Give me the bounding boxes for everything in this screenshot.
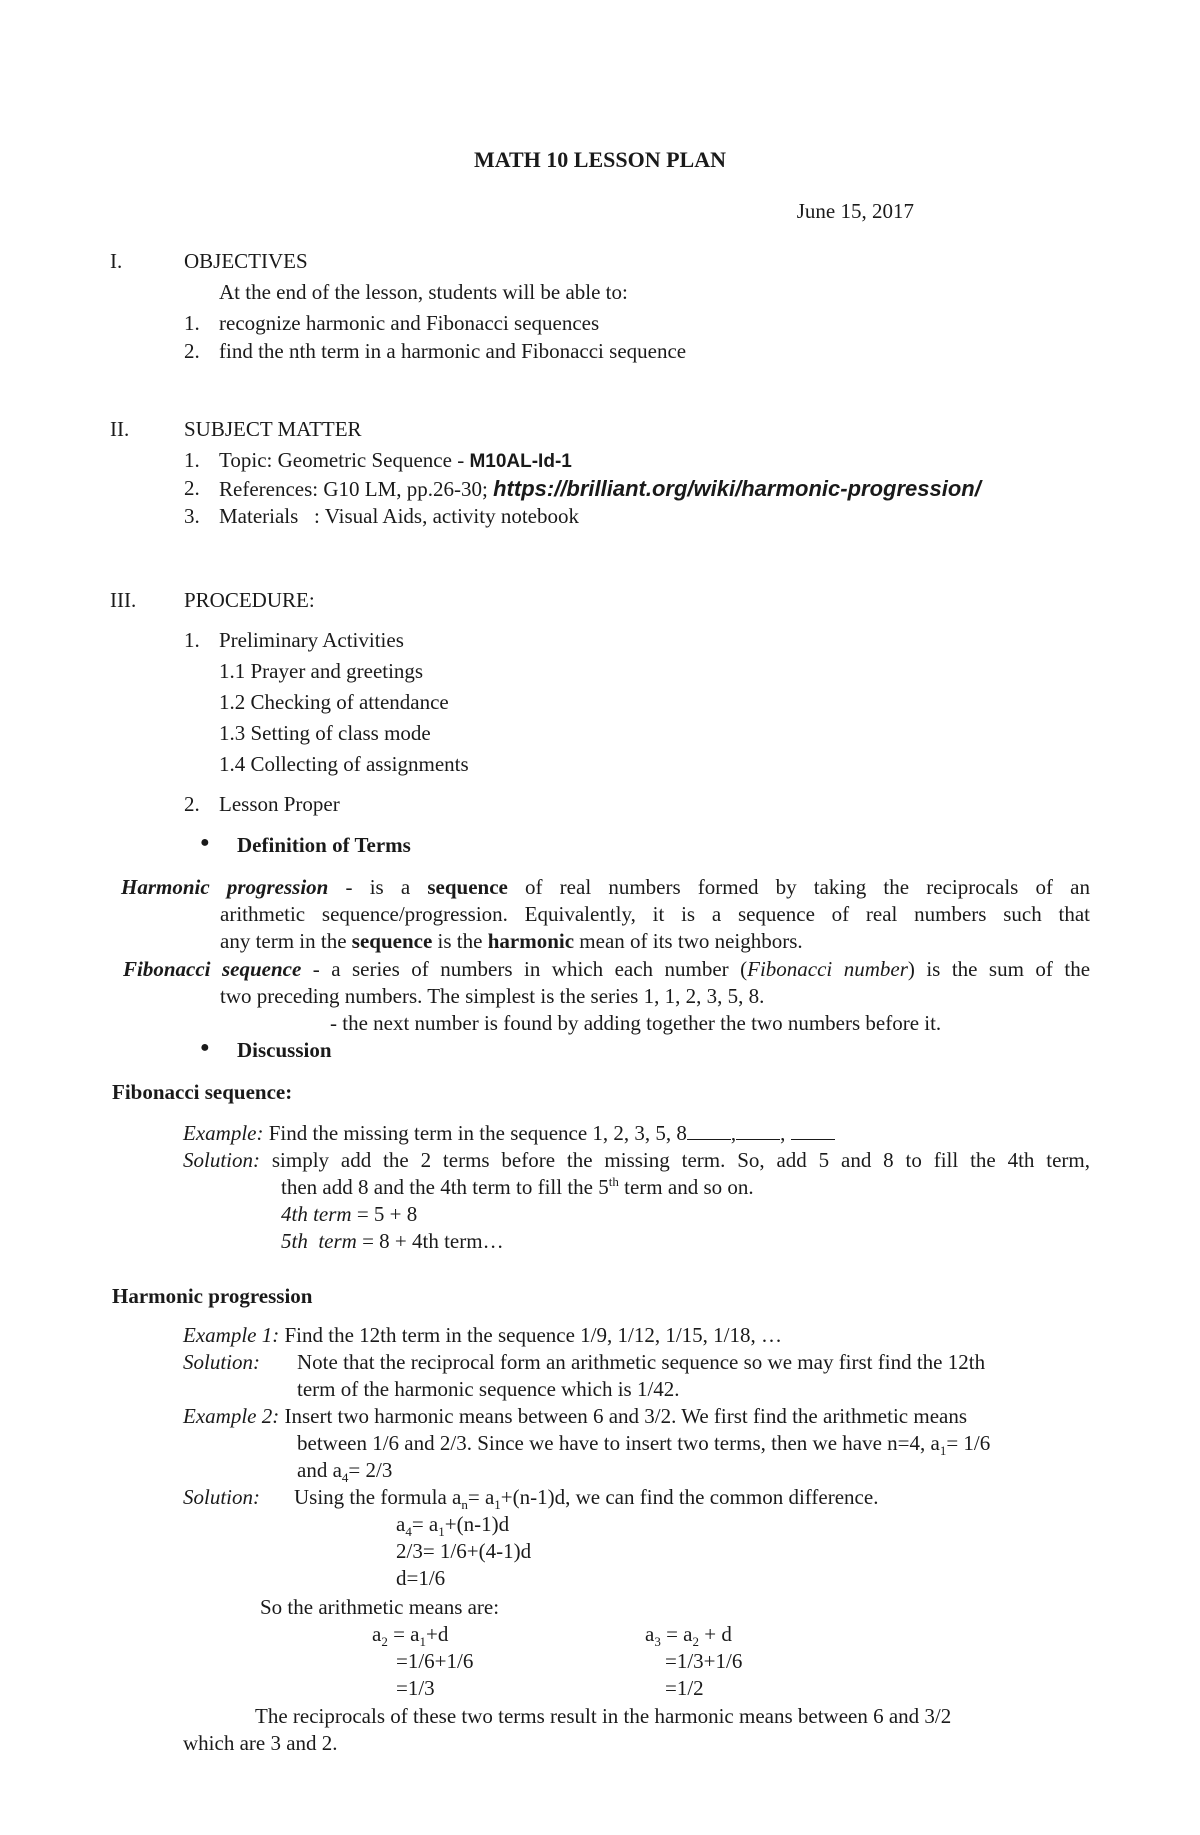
arithmetic-means-intro: So the arithmetic means are: bbox=[260, 1595, 500, 1619]
a2-equation bbox=[372, 1621, 449, 1650]
text-run: between 1/6 and 2/3. Since we have to insert two terms, then we have n=4, a bbox=[297, 1431, 940, 1455]
conclusion-line: which are 3 and 2. bbox=[183, 1731, 338, 1755]
harmonic-example-2 bbox=[183, 1403, 967, 1429]
lesson-date: June 15, 2017 bbox=[796, 199, 914, 223]
list-number: 2. bbox=[184, 476, 200, 500]
text-run: + d bbox=[699, 1622, 732, 1646]
text-run: mean of its two neighbors. bbox=[574, 929, 803, 953]
text-run: = 1/6 bbox=[946, 1431, 991, 1455]
text-run: then add 8 and the 4th term to fill the 5 bbox=[281, 1175, 609, 1199]
a3-equation: =1/3+1/6 bbox=[665, 1649, 743, 1673]
text-run: = a bbox=[467, 1485, 495, 1509]
section-number: III. bbox=[110, 588, 137, 612]
subscript: 1 bbox=[939, 1443, 947, 1459]
example-label: Example: bbox=[183, 1121, 264, 1145]
harmonic-solution-line: term of the harmonic sequence which is 1/42. bbox=[297, 1377, 680, 1401]
text-run: and a bbox=[297, 1458, 342, 1482]
fourth-term-line bbox=[281, 1201, 417, 1227]
subscript: 4 bbox=[405, 1524, 412, 1540]
lesson-proper-heading: Lesson Proper bbox=[219, 792, 340, 816]
harmonic-example-1 bbox=[183, 1322, 782, 1348]
text-run: +d bbox=[426, 1622, 449, 1646]
list-number: 3. bbox=[184, 504, 200, 528]
harmonic-heading: Harmonic progression bbox=[112, 1284, 313, 1308]
fibonacci-solution-line bbox=[183, 1147, 1090, 1173]
example-label: Example 1: bbox=[183, 1323, 280, 1347]
preliminary-heading: Preliminary Activities bbox=[219, 628, 404, 652]
text-run: Fibonacci number bbox=[747, 957, 908, 981]
equation-line: 2/3= 1/6+(4-1)d bbox=[396, 1539, 532, 1563]
harmonic-term: Harmonic progression bbox=[121, 875, 329, 899]
subscript: 3 bbox=[654, 1634, 661, 1650]
section-heading: OBJECTIVES bbox=[184, 249, 308, 273]
list-number: 1. bbox=[184, 311, 200, 335]
text-run: Find the missing term in the sequence 1, 2, 3, 5, 8 bbox=[263, 1121, 687, 1145]
section-number: I. bbox=[110, 249, 123, 273]
harmonic-example-line bbox=[297, 1457, 393, 1486]
text-run: a bbox=[372, 1622, 382, 1646]
a2-equation: =1/6+1/6 bbox=[396, 1649, 474, 1673]
subscript: 2 bbox=[381, 1634, 388, 1650]
text-run: = 8 + 4th term… bbox=[356, 1229, 504, 1253]
subscript: 1 bbox=[419, 1634, 426, 1650]
section-heading: PROCEDURE: bbox=[184, 588, 315, 612]
list-number: 2. bbox=[184, 792, 200, 816]
materials-line: Materials : Visual Aids, activity notebook bbox=[219, 504, 579, 528]
text-run: , bbox=[780, 1121, 786, 1145]
fibonacci-definition-line bbox=[123, 956, 1090, 982]
text-run: sequence bbox=[351, 929, 433, 953]
bullet-icon: ● bbox=[200, 834, 210, 851]
superscript: th bbox=[608, 1174, 619, 1189]
text-run: = a bbox=[411, 1512, 439, 1536]
harmonic-definition-line bbox=[121, 874, 1090, 900]
harmonic-solution-line bbox=[294, 1484, 879, 1513]
text-run: Using the formula a bbox=[294, 1485, 462, 1509]
text-run: , bbox=[730, 1121, 737, 1145]
section-number: II. bbox=[110, 417, 130, 441]
text-run: 4th term bbox=[281, 1202, 352, 1226]
equation-line bbox=[396, 1511, 510, 1540]
text-run: ) is the sum of the bbox=[907, 957, 1091, 981]
definition-of-terms-heading: Definition of Terms bbox=[237, 833, 411, 857]
topic-line bbox=[219, 447, 572, 474]
fibonacci-heading: Fibonacci sequence: bbox=[112, 1080, 293, 1104]
text-run: term and so on. bbox=[618, 1175, 754, 1199]
fibonacci-term: Fibonacci sequence bbox=[123, 957, 302, 981]
page-title: MATH 10 LESSON PLAN bbox=[473, 147, 726, 172]
text-run: +(n-1)d bbox=[444, 1512, 510, 1536]
text-run: a bbox=[645, 1622, 655, 1646]
harmonic-solution-line: Note that the reciprocal form an arithmetic sequence so we may first find the 12th bbox=[297, 1350, 986, 1374]
example-label: Example 2: bbox=[183, 1404, 280, 1428]
solution-label: Solution: bbox=[183, 1485, 260, 1509]
objectives-intro: At the end of the lesson, students will be able to: bbox=[219, 280, 628, 304]
references-label: References: G10 LM, pp.26-30; bbox=[219, 477, 494, 501]
a3-equation bbox=[645, 1621, 732, 1650]
text-run: = a bbox=[387, 1622, 420, 1646]
topic-code: M10AL-Id-1 bbox=[469, 451, 572, 472]
text-run: harmonic bbox=[487, 929, 575, 953]
text-run: - a series of numbers in which each number ( bbox=[301, 957, 748, 981]
text-run: simply add the 2 terms before the missing term. So, add 5 and 8 to fill the 4th term, bbox=[260, 1148, 1090, 1172]
subscript: 4 bbox=[341, 1470, 349, 1486]
bullet-icon: ● bbox=[200, 1039, 210, 1056]
list-number: 1. bbox=[184, 628, 200, 652]
harmonic-definition-line bbox=[220, 928, 803, 954]
text-run: of real numbers formed by taking the reciprocals of an bbox=[507, 875, 1090, 899]
fibonacci-solution-line bbox=[281, 1174, 754, 1200]
text-run: 5th term bbox=[281, 1229, 357, 1253]
fibonacci-example bbox=[183, 1120, 835, 1146]
text-run: = 2/3 bbox=[348, 1458, 393, 1482]
text-run: = a bbox=[660, 1622, 693, 1646]
subscript: 1 bbox=[494, 1497, 501, 1513]
harmonic-definition-line: arithmetic sequence/progression. Equivalently, it is a sequence of real numbers such that bbox=[220, 902, 1090, 926]
text-run: a bbox=[396, 1512, 406, 1536]
a3-equation: =1/2 bbox=[665, 1676, 704, 1700]
preliminary-item: 1.4 Collecting of assignments bbox=[219, 752, 469, 776]
topic-label: Topic: Geometric Sequence - bbox=[219, 448, 470, 472]
subscript: 1 bbox=[438, 1524, 445, 1540]
references-line bbox=[219, 475, 981, 503]
blank-line bbox=[791, 1125, 835, 1140]
reference-link[interactable]: https://brilliant.org/wiki/harmonic-progression/ bbox=[493, 476, 981, 501]
discussion-heading: Discussion bbox=[237, 1038, 332, 1062]
list-number: 1. bbox=[184, 448, 200, 472]
fibonacci-definition-line: - the next number is found by adding together the two numbers before it. bbox=[330, 1011, 942, 1035]
objective-item: find the nth term in a harmonic and Fibonacci sequence bbox=[219, 339, 687, 363]
section-heading: SUBJECT MATTER bbox=[184, 417, 362, 441]
text-run: Find the 12th term in the sequence 1/9, 1/12, 1/15, 1/18, … bbox=[279, 1323, 782, 1347]
fibonacci-definition-line: two preceding numbers. The simplest is the series 1, 1, 2, 3, 5, 8. bbox=[220, 984, 765, 1008]
solution-label: Solution: bbox=[183, 1350, 260, 1374]
text-run: any term in the bbox=[220, 929, 352, 953]
objective-item: recognize harmonic and Fibonacci sequences bbox=[219, 311, 600, 335]
text-run: - is a bbox=[328, 875, 428, 899]
subscript: n bbox=[461, 1497, 468, 1513]
harmonic-example-line bbox=[297, 1430, 991, 1459]
text-run: is the bbox=[432, 929, 488, 953]
blank-line bbox=[687, 1125, 731, 1140]
conclusion-line: The reciprocals of these two terms result in the harmonic means between 6 and 3/2 bbox=[255, 1704, 952, 1728]
text-run: = 5 + 8 bbox=[351, 1202, 418, 1226]
list-number: 2. bbox=[184, 339, 200, 363]
fifth-term-line bbox=[281, 1228, 504, 1254]
a2-equation: =1/3 bbox=[396, 1676, 435, 1700]
text-run: +(n-1)d, we can find the common difference. bbox=[500, 1485, 879, 1509]
solution-label: Solution: bbox=[183, 1148, 260, 1172]
subscript: 2 bbox=[692, 1634, 699, 1650]
preliminary-item: 1.1 Prayer and greetings bbox=[219, 659, 424, 683]
equation-line: d=1/6 bbox=[396, 1566, 446, 1590]
text-run: sequence bbox=[427, 875, 508, 899]
blank-line bbox=[736, 1125, 780, 1140]
preliminary-item: 1.2 Checking of attendance bbox=[219, 690, 449, 714]
preliminary-item: 1.3 Setting of class mode bbox=[219, 721, 431, 745]
text-run: Insert two harmonic means between 6 and 3/2. We first find the arithmetic means bbox=[279, 1404, 968, 1428]
